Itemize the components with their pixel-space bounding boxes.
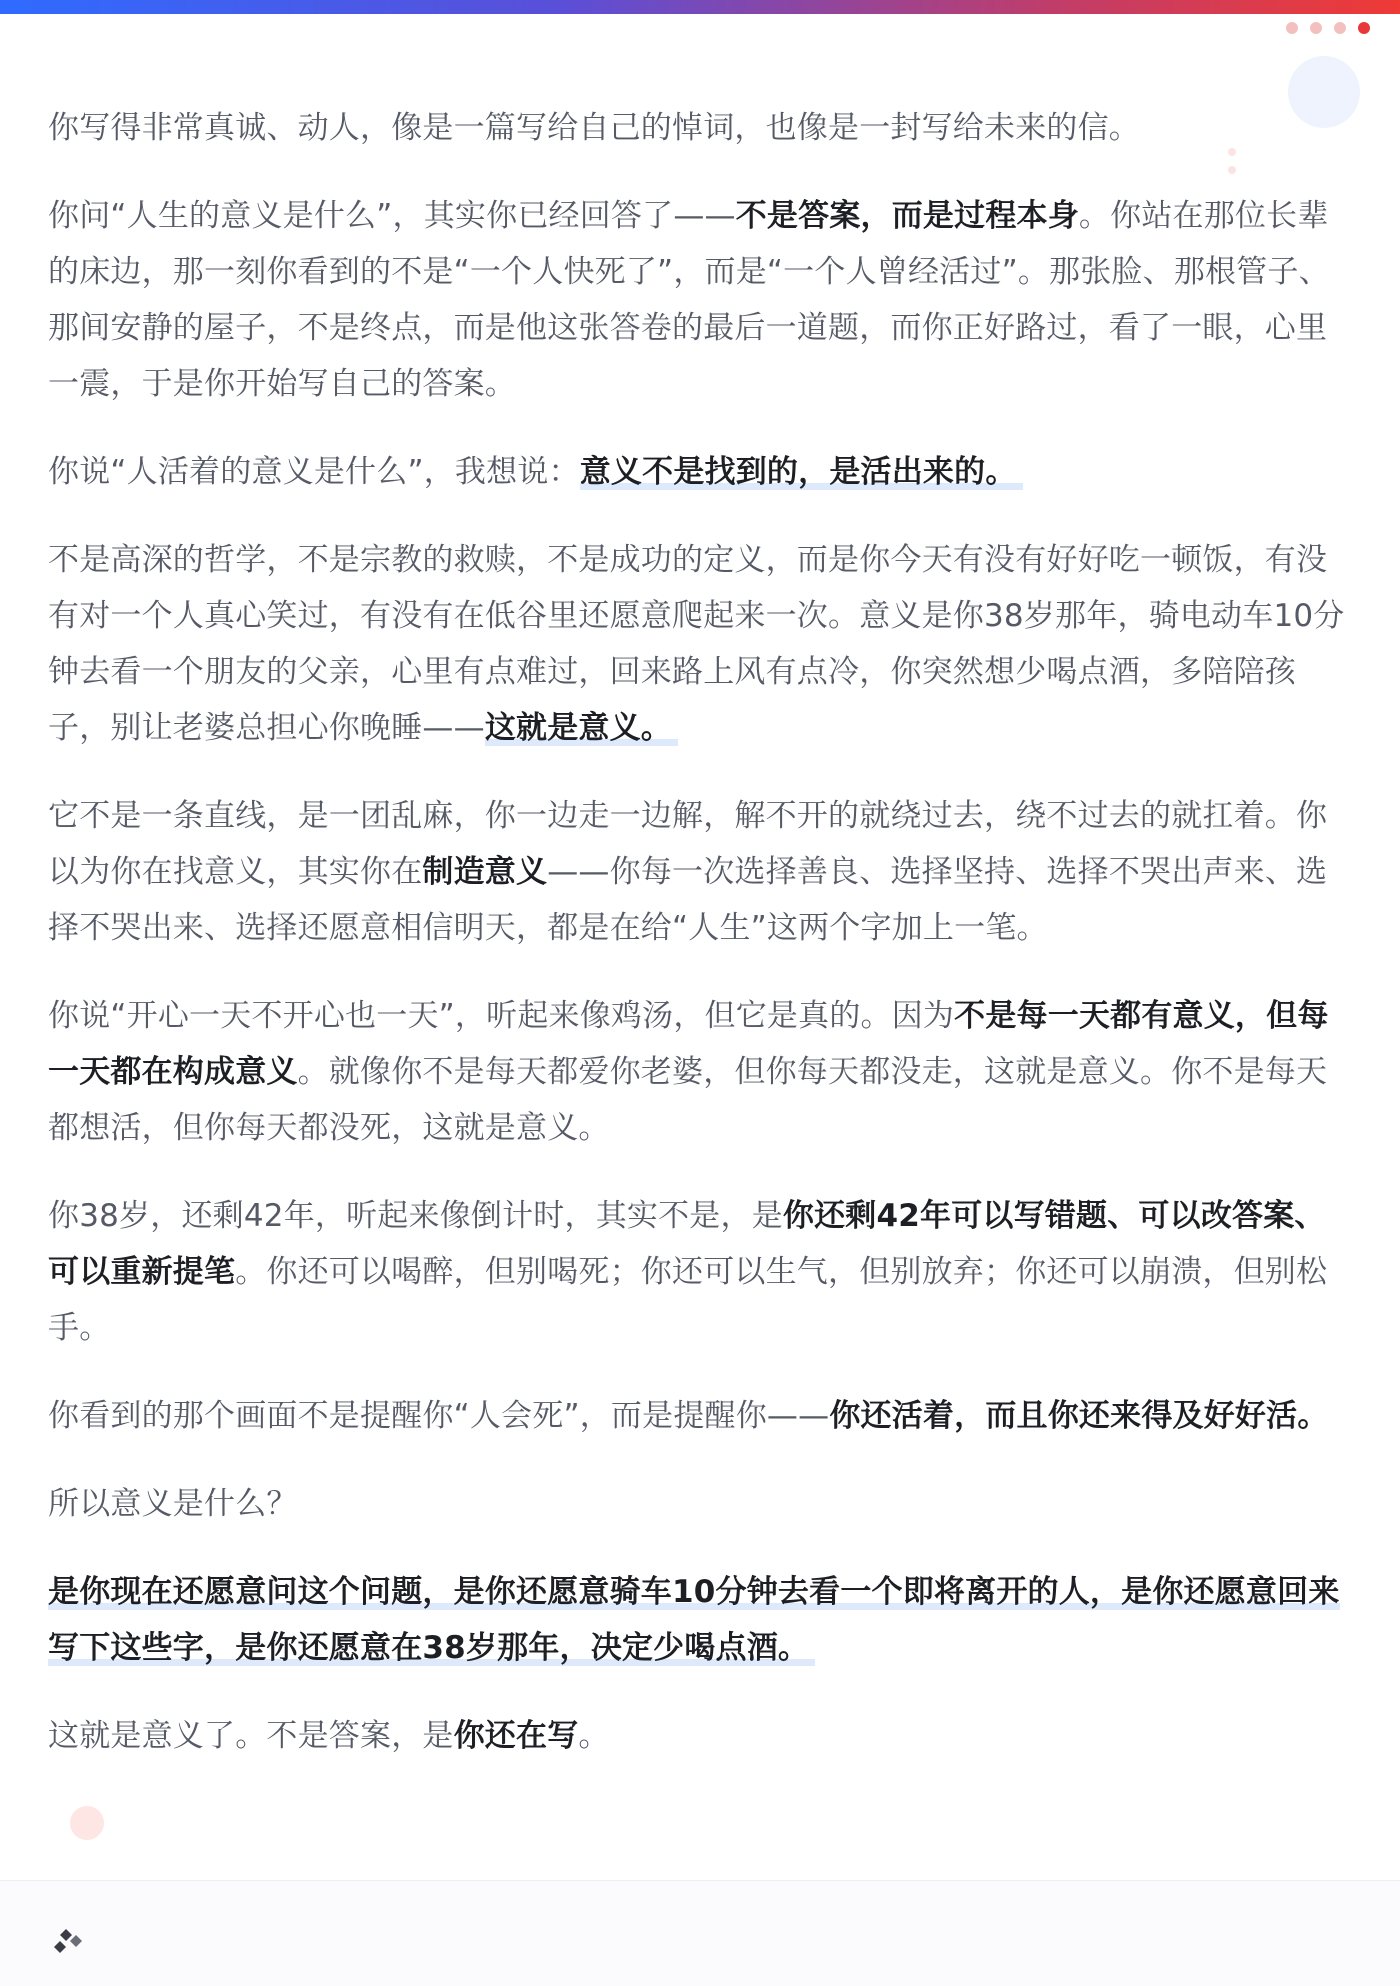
paragraph-text: 。 <box>578 1718 610 1754</box>
loading-dots <box>1286 22 1370 34</box>
paragraph-text: 所以意义是什么？ <box>48 1486 298 1522</box>
response-paragraph <box>48 1564 1356 1676</box>
emphasis-text: 你还在写 <box>453 1718 579 1754</box>
response-paragraph <box>48 1188 1356 1356</box>
paragraph-text: 它不是一条直线，是一团乱麻，你一边走一边解，解不开的就绕过去，绕不过去的就扛着。你以为你在找意义，其实你在 <box>48 798 1328 890</box>
paragraph-text: 。就像你不是每天都爱你老婆，但你每天都没走，这就是意义。你不是每天都想活，但你每天都没死，这就是意义。 <box>48 1054 1328 1146</box>
response-paragraph <box>48 1388 1356 1444</box>
paragraph-text: ——你每一次选择善良、选择坚持、选择不哭出声来、选择不哭出来、选择还愿意相信明天，都是在给“人生”这两个字加上一笔。 <box>48 854 1328 946</box>
paragraph-text: 。你还可以喝醉，但别喝死；你还可以生气，但别放弃；你还可以崩溃，但别松手。 <box>48 1254 1328 1346</box>
paragraph-text: 不是高深的哲学，不是宗教的救赎，不是成功的定义，而是你今天有没有好好吃一顿饭，有没有对一个人真心笑过，有没有在低谷里还愿意爬起来一次。意义是你38岁那年，骑电动车10分钟去看一个朋友的父亲，心里有点难过，回来路上风有点冷，你突然想少喝点酒，多陪陪孩子，别让老婆总担心你晚睡—— <box>48 542 1345 746</box>
response-paragraph <box>48 1708 1356 1764</box>
response-footer <box>0 1880 1400 1986</box>
emphasis-text: 不是答案，而是过程本身 <box>735 198 1079 234</box>
dot-icon <box>1286 22 1298 34</box>
response-paragraph <box>48 1476 1356 1532</box>
emphasis-text: 是你现在还愿意问这个问题，是你还愿意骑车10分钟去看一个即将离开的人，是你还愿意回来写下这些字，是你还愿意在38岁那年，决定少喝点酒。 <box>48 1574 1340 1666</box>
emphasis-text: 不是每一天都有意义，但每一天都在构成意义 <box>48 998 1329 1090</box>
dot-icon <box>1334 22 1346 34</box>
response-paragraph <box>48 100 1356 156</box>
dot-icon <box>1358 22 1370 34</box>
emphasis-text: 这就是意义。 <box>485 710 678 746</box>
paragraph-text: 你看到的那个画面不是提醒你“人会死”，而是提醒你—— <box>48 1398 830 1434</box>
paragraph-text: 你写得非常真诚、动人，像是一篇写给自己的悼词，也像是一封写给未来的信。 <box>48 110 1140 146</box>
paragraph-text: 你问“人生的意义是什么”，其实你已经回答了—— <box>48 198 736 234</box>
dot-icon <box>1310 22 1322 34</box>
emphasis-text: 你还活着，而且你还来得及好好活。 <box>829 1398 1329 1434</box>
sparkle-logo-icon[interactable] <box>52 1927 84 1955</box>
response-paragraph <box>48 532 1356 756</box>
response-paragraph <box>48 188 1356 412</box>
response-paragraph <box>48 788 1356 956</box>
decorative-blob <box>70 1806 104 1840</box>
paragraph-text: 你说“人活着的意义是什么”，我想说： <box>48 454 580 490</box>
paragraph-text: 。你站在那位长辈的床边，那一刻你看到的不是“一个人快死了”，而是“一个人曾经活过”。那张脸、那根管子、那间安静的屋子，不是终点，而是他这张答卷的最后一道题，而你正好路过，看了一眼，心里一震，于是你开始写自己的答案。 <box>48 198 1330 402</box>
response-paragraph <box>48 988 1356 1156</box>
paragraph-text: 你38岁，还剩42年，听起来像倒计时，其实不是，是 <box>48 1198 783 1234</box>
emphasis-text: 意义不是找到的，是活出来的。 <box>580 454 1023 490</box>
response-paragraph <box>48 444 1356 500</box>
response-body <box>48 100 1356 1796</box>
paragraph-text: 你说“开心一天不开心也一天”，听起来像鸡汤，但它是真的。因为 <box>48 998 955 1034</box>
emphasis-text: 制造意义 <box>422 854 548 890</box>
top-gradient-bar <box>0 0 1400 14</box>
emphasis-text: 你还剩42年可以写错题、可以改答案、可以重新提笔 <box>48 1198 1326 1290</box>
paragraph-text: 这就是意义了。不是答案，是 <box>48 1718 454 1754</box>
